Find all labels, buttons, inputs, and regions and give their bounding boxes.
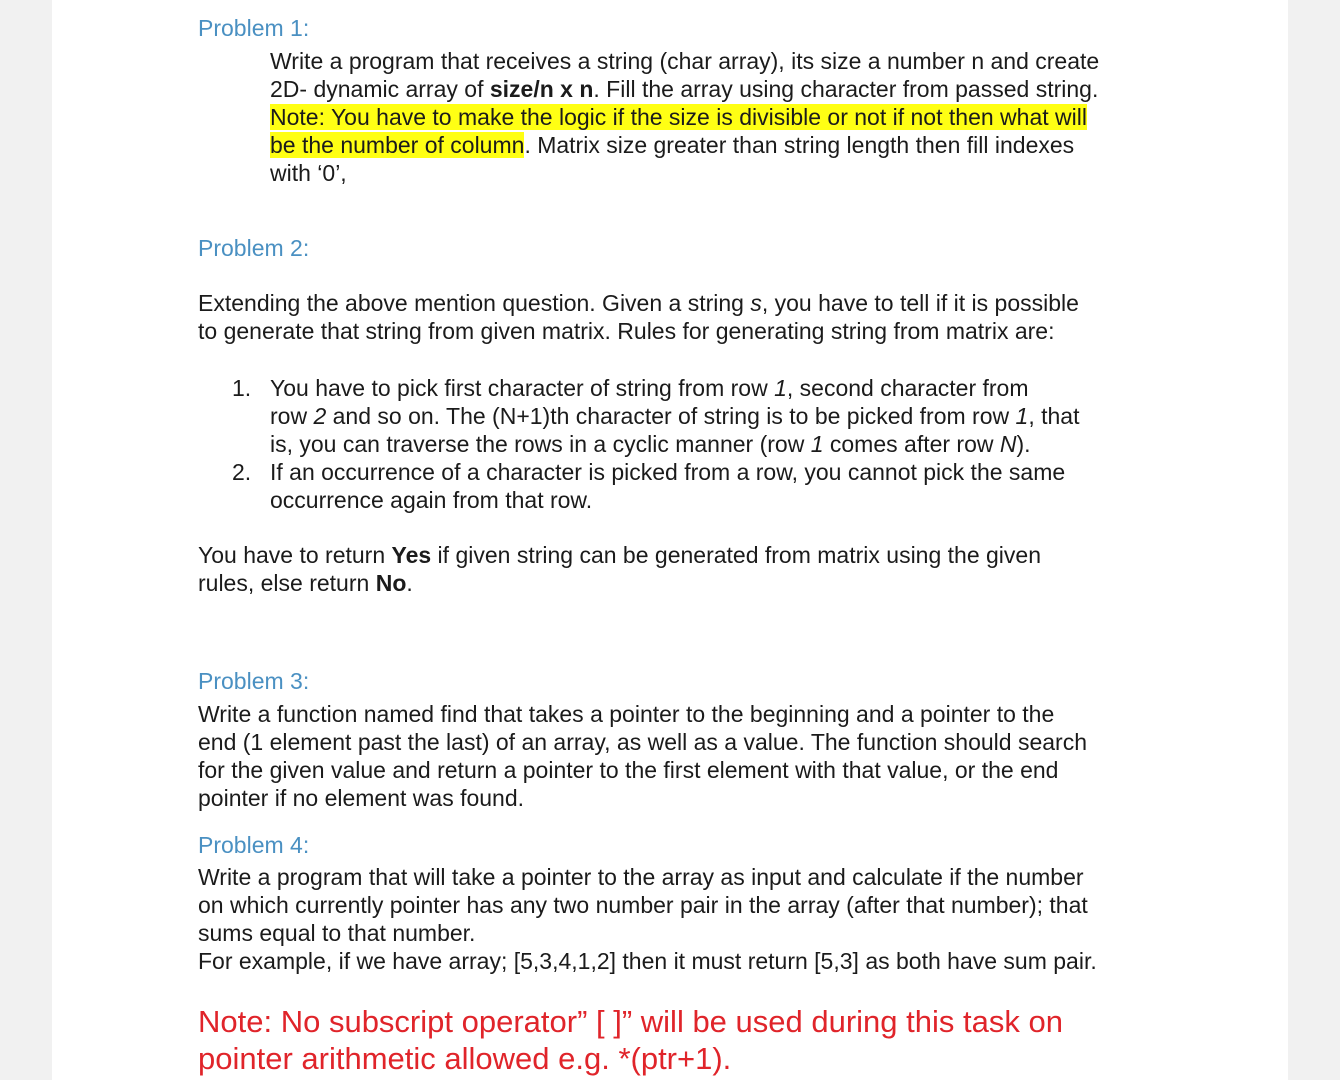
text: ).	[1016, 431, 1031, 457]
rule-2-line-1: If an occurrence of a character is picked from a row, you cannot pick the same	[270, 459, 1066, 485]
variable-s: s	[750, 290, 762, 316]
document-page	[52, 0, 1288, 1080]
problem-2-rules-list	[232, 374, 1080, 514]
rule-1-line-1	[270, 374, 1079, 402]
text: and so on. The (N+1)th character of string is to be picked from row	[326, 403, 1016, 429]
return-line-1	[198, 541, 1041, 569]
rule-item-2	[232, 458, 1079, 514]
problem-1-line-1: Write a program that receives a string (char array), its size a number n and create	[270, 48, 1100, 74]
text: . Fill the array using character from passed string.	[593, 76, 1099, 102]
red-note	[198, 1003, 1063, 1077]
problem-1-line-5: with ‘0’,	[270, 160, 347, 186]
rule-2-line-2: occurrence again from that row.	[270, 487, 593, 513]
problem-4-line-3: sums equal to that number.	[198, 920, 476, 946]
problem-2-intro	[198, 289, 1079, 345]
yes-keyword: Yes	[391, 542, 432, 568]
problem-1-line-3	[270, 103, 1099, 131]
problem-4-line-2: on which currently pointer has any two number pair in the array (after that number); that	[198, 892, 1088, 918]
text: rules, else return	[198, 570, 376, 596]
problem-2-intro-line-2: to generate that string from given matrix. Rules for generating string from matrix are:	[198, 318, 1055, 344]
problem-3-line-1: Write a function named find that takes a pointer to the beginning and a pointer to the	[198, 701, 1055, 727]
size-expression: size/n x n	[489, 76, 594, 102]
text: is, you can traverse the rows in a cyclic manner (row	[270, 431, 811, 457]
problem-1-body	[270, 47, 1099, 187]
return-line-2	[198, 569, 1041, 597]
text: Extending the above mention question. Given a string	[198, 290, 751, 316]
text: 2D- dynamic array of	[270, 76, 490, 102]
note-line-1: Note: No subscript operator” [ ]” will be used during this task on	[198, 1004, 1063, 1039]
problem-2-heading: Problem 2:	[198, 235, 310, 261]
var: 1	[1015, 403, 1029, 429]
text: , that	[1028, 403, 1080, 429]
text: if given string can be generated from matrix using the given	[431, 542, 1041, 568]
rule-item-1	[232, 374, 1080, 458]
text: . Matrix size greater than string length then fill indexes	[524, 132, 1075, 158]
highlighted-note-end: be the number of column	[270, 132, 525, 158]
problem-3-line-4: pointer if no element was found.	[198, 785, 525, 811]
problem-1-heading: Problem 1:	[198, 15, 310, 41]
problem-3-heading: Problem 3:	[198, 668, 310, 694]
text: , you have to tell if it is possible	[761, 290, 1079, 316]
problem-2-return-text	[198, 541, 1041, 597]
problem-3-line-2: end (1 element past the last) of an array, as well as a value. The function should search	[198, 729, 1087, 755]
text: row	[270, 403, 314, 429]
rule-number: 1.	[232, 375, 252, 401]
problem-3-line-3: for the given value and return a pointer to the first element with that value, or the end	[198, 757, 1059, 783]
rule-number: 2.	[232, 459, 252, 485]
problem-1-line-4	[270, 131, 1099, 159]
problem-1-line-2	[270, 75, 1099, 103]
text: You have to pick first character of string from row	[270, 375, 775, 401]
problem-4-body	[198, 863, 1097, 975]
problem-3-body	[198, 700, 1087, 812]
highlighted-note: Note: You have to make the logic if the size is divisible or not if not then what will	[270, 104, 1087, 130]
text: , second character from	[786, 375, 1029, 401]
var: 1	[810, 431, 824, 457]
note-line-2: pointer arithmetic allowed e.g. *(ptr+1).	[198, 1041, 732, 1076]
problem-4-heading: Problem 4:	[198, 832, 310, 858]
rule-1-line-3	[270, 430, 1079, 458]
no-keyword: No	[375, 570, 407, 596]
text: You have to return	[198, 542, 392, 568]
var: 1	[774, 375, 787, 401]
var: 2	[313, 403, 327, 429]
problem-4-line-1: Write a program that will take a pointer to the array as input and calculate if the number	[198, 864, 1084, 890]
text: .	[406, 570, 413, 596]
text: comes after row	[823, 431, 1000, 457]
problem-2-intro-line-1	[198, 289, 1079, 317]
problem-4-line-4: For example, if we have array; [5,3,4,1,2] then it must return [5,3] as both have sum pair.	[198, 948, 1097, 974]
rule-1-line-2	[270, 402, 1079, 430]
var: N	[999, 431, 1017, 457]
